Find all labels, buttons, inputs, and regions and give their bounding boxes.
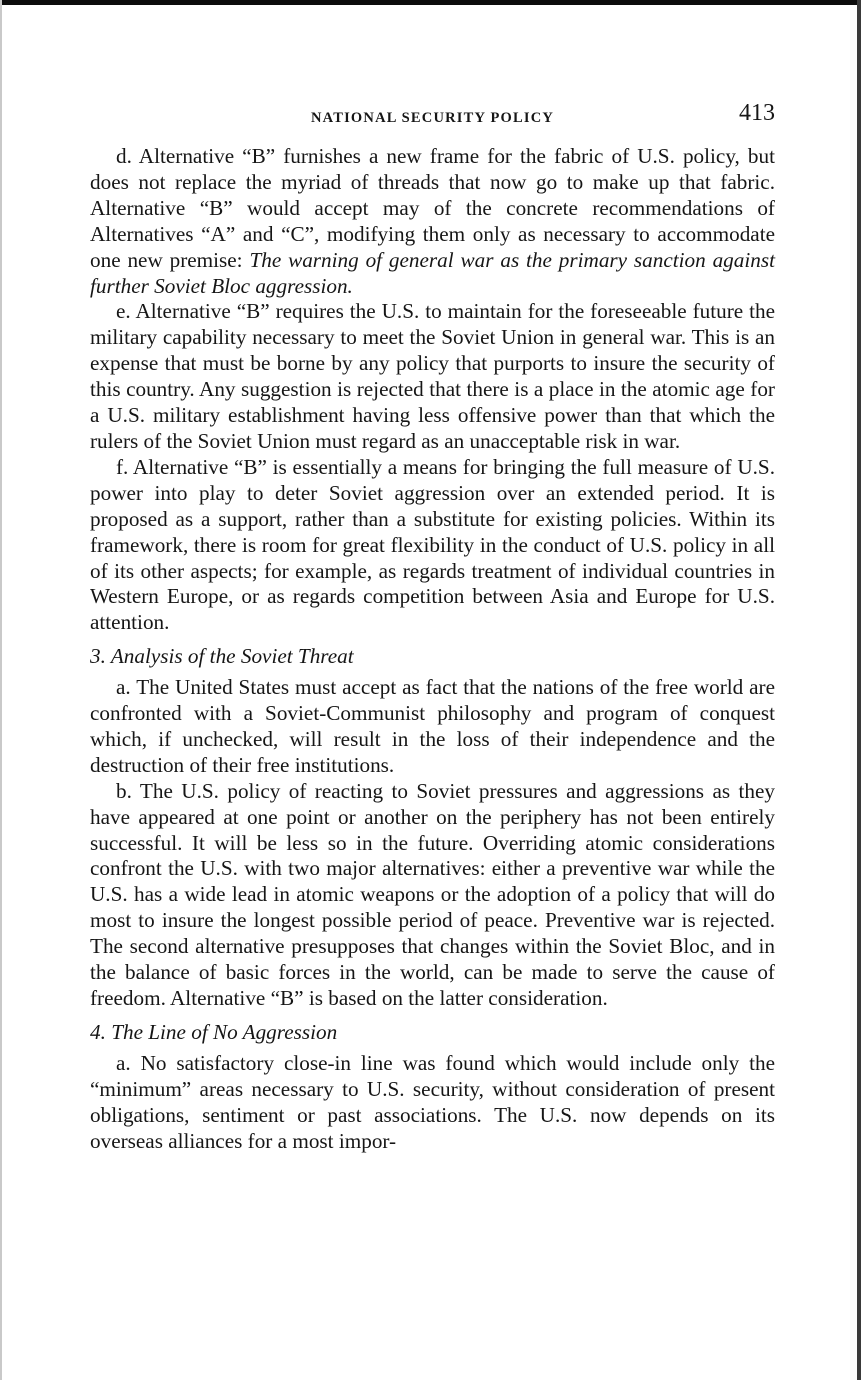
paragraph-f: f. Alternative “B” is essentially a means for bringing the full measure of U.S. power into play to deter Soviet aggression over an extended period. It is proposed as a support, rather than a substitute for existing policies. Within its framework, there is room for great flexibility in the conduct of U.S. policy in all of its other aspects; for example, as regards treatment of individual countries in Western Europe, or as regards competition between Asia and Europe for U.S. attention. <box>90 454 775 635</box>
paragraph-d <box>90 144 775 299</box>
section-4-title: The Line of No Aggression <box>111 1019 338 1044</box>
page-number: 413 <box>739 100 775 126</box>
paragraph-e: e. Alternative “B” requires the U.S. to maintain for the foreseeable future the military capability necessary to meet the Soviet Union in general war. This is an expense that must be borne by any policy that purports to insure the security of this country. Any suggestion is rejected that there is a place in the atomic age for a U.S. military establishment having less offensive power than that which the rulers of the Soviet Union must regard as an unacceptable risk in war. <box>90 299 775 453</box>
right-page-edge <box>857 0 861 1380</box>
paragraph-d-italic: The warning of general war as the primary sanction against further Soviet Bloc aggression. <box>90 247 775 298</box>
running-title: NATIONAL SECURITY POLICY <box>310 110 555 126</box>
section-3-paragraph-a: a. The United States must accept as fact that the nations of the free world are confronted with a Soviet-Communist philosophy and program of conquest which, if unchecked, will result in the loss of their independence and the destruction of their free institutions. <box>90 675 775 777</box>
section-heading-4 <box>90 1020 775 1046</box>
section-4-paragraph-a: a. No satisfactory close-in line was found which would include only the “minimum” areas necessary to U.S. security, without consideration of present obligations, sentiment or past associations. The U.S. now depends on its overseas alliances for a most impor- <box>90 1050 775 1153</box>
top-border <box>0 0 861 5</box>
section-3-paragraph-b: b. The U.S. policy of reacting to Soviet pressures and aggressions as they have appeared at one point or another on the periphery has not been entirely successful. It will be less so in the future. Overriding atomic considerations confront the U.S. with two major alternatives: either a preventive war while the U.S. has a wide lead in atomic weapons or the adoption of a policy that will do most to insure the longest possible period of peace. Preventive war is rejected. The second alternative presupposes that changes within the Soviet Bloc, and in the balance of basic forces in the world, can be made to serve the cause of freedom. Alternative “B” is based on the latter consideration. <box>90 778 775 1010</box>
section-3-title: Analysis of the Soviet Threat <box>110 644 354 669</box>
section-3-number: 3. <box>90 644 106 669</box>
section-heading-3 <box>90 644 775 670</box>
document-page <box>90 98 775 1154</box>
left-page-edge <box>0 0 2 1380</box>
running-head <box>90 98 775 138</box>
paragraph-d-text: d. Alternative “B” furnishes a new frame for the fabric of U.S. policy, but does not replace the myriad of threads that now go to make up that fabric. Alternative “B” would accept may of the concrete recommendations of Alternatives “A” and “C”, modifying them only as necessary to accommodate one new premise: <box>90 144 775 272</box>
section-4-number: 4. <box>90 1019 106 1044</box>
